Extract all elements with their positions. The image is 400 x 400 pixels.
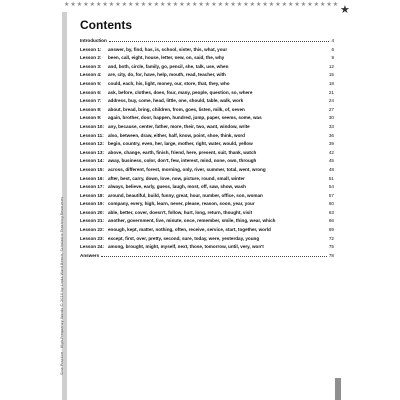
toc-label: Lesson 22: <box>80 227 104 233</box>
border-star-icon: ★ <box>160 1 166 8</box>
toc-row <box>80 210 334 215</box>
toc-words <box>108 193 334 198</box>
border-star-icon: ★ <box>268 1 275 8</box>
toc-word-list: and, both, circle, family, go, pencil, she, talk, use, when <box>108 63 229 69</box>
toc-word-list: above, change, earth, finish, friend, here, present, suit, thank, watch <box>108 149 257 155</box>
toc-word-list: again, brother, door, happen, hundred, jump, paper, seems, some, was <box>108 115 262 121</box>
toc-word-list: enough, kept, matter, nothing, often, receive, service, start, together, world <box>108 227 271 233</box>
toc-words <box>108 167 334 172</box>
toc-words <box>108 218 334 223</box>
toc-row <box>80 158 334 163</box>
border-star-icon: ★ <box>153 1 159 8</box>
toc-word-list: among, brought, might, myself, next, those, tomorrow, until, very, won't <box>108 244 264 250</box>
dot-leader <box>101 253 327 257</box>
toc-row-introduction <box>80 38 334 43</box>
toc-row <box>80 47 334 52</box>
bottom-tab <box>335 378 341 400</box>
toc-word-list: answer, by, find, has, is, school, sister, this, what, your <box>108 46 228 52</box>
border-star-icon: ★ <box>64 1 70 8</box>
border-star-icon: ★ <box>166 1 172 8</box>
toc-word-list: always, believe, early, guess, laugh, most, off, saw, show, wash <box>108 184 246 190</box>
toc-page: 12 <box>328 63 334 69</box>
toc-label: Lesson 16: <box>80 175 104 181</box>
border-star-icon: ★ <box>204 1 211 8</box>
toc-words <box>108 115 334 120</box>
toc-row <box>80 184 334 189</box>
toc-words <box>108 47 334 52</box>
toc-word-list: been, call, eight, house, letter, new, on, said, the, why <box>108 55 225 61</box>
border-star-icon: ★ <box>236 1 243 8</box>
toc-row <box>80 64 334 69</box>
toc-page: 48 <box>328 166 334 172</box>
toc-words <box>108 210 334 215</box>
border-star-icon: ★ <box>230 1 236 8</box>
toc-word-list: about, bread, bring, children, from, goes, listen, milk, of, seven <box>108 106 245 112</box>
border-star-icon: ★ <box>70 1 76 8</box>
toc-words <box>108 107 334 112</box>
border-star-icon: ★ <box>281 1 287 8</box>
toc-label: Lesson 1: <box>80 46 102 52</box>
border-star-icon: ★ <box>320 1 326 8</box>
border-star-icon: ★ <box>140 1 147 8</box>
toc-label: Lesson 20: <box>80 209 104 215</box>
border-star-icon: ★ <box>76 1 83 8</box>
star-icon: ★ <box>340 4 350 16</box>
border-star-icon: ★ <box>217 1 223 8</box>
page-title: Contents <box>80 18 132 32</box>
toc-words <box>108 72 334 77</box>
toc-page: 6 <box>331 46 334 52</box>
border-star-icon: ★ <box>102 1 108 8</box>
border-star-icon: ★ <box>224 1 230 8</box>
border-star-icon: ★ <box>115 1 121 8</box>
toc-label: Lesson 4: <box>80 72 102 78</box>
toc-word-list: away, business, color, don't, few, interest, mind, none, own, through <box>108 158 257 164</box>
toc-page: 54 <box>328 184 334 190</box>
toc-words <box>108 184 334 189</box>
toc-label: Lesson 5: <box>80 80 102 86</box>
toc-word-list: able, better, cover, doesn't, follow, hurt, long, return, thought, visit <box>108 209 253 215</box>
border-star-icon: ★ <box>249 1 255 8</box>
toc-words <box>108 227 334 232</box>
toc-label: Lesson 17: <box>80 184 104 190</box>
toc-page: 27 <box>328 106 334 112</box>
toc-page: 78 <box>328 252 334 258</box>
toc-words <box>108 98 334 103</box>
toc-label: Lesson 19: <box>80 201 104 207</box>
toc-row <box>80 236 334 241</box>
toc-words <box>108 158 334 163</box>
border-star-icon: ★ <box>275 1 281 8</box>
toc-word-list: address, buy, come, head, little, one, should, table, walk, work <box>108 98 244 104</box>
toc-label: Lesson 9: <box>80 115 102 121</box>
toc-page: 9 <box>331 55 334 61</box>
toc-row <box>80 124 334 129</box>
toc-page: 18 <box>328 80 334 86</box>
toc-page: 66 <box>328 218 334 224</box>
toc-page: 15 <box>328 72 334 78</box>
border-star-icon: ★ <box>288 1 294 8</box>
border-star-icon: ★ <box>211 1 217 8</box>
border-star-icon: ★ <box>262 1 268 8</box>
toc-label: Lesson 10: <box>80 123 104 129</box>
border-star-icon: ★ <box>313 1 319 8</box>
toc-page: 60 <box>328 201 334 207</box>
toc-row <box>80 141 334 146</box>
border-star-icon: ★ <box>332 1 339 8</box>
toc-label: Lesson 23: <box>80 235 104 241</box>
toc-label: Introduction <box>80 38 107 43</box>
toc-words <box>108 244 334 249</box>
toc-row <box>80 176 334 181</box>
border-star-icon: ★ <box>256 1 262 8</box>
toc-row <box>80 107 334 112</box>
border-star-icon: ★ <box>243 1 249 8</box>
toc-words <box>108 176 334 181</box>
border-star-icon: ★ <box>108 1 115 8</box>
border-star-icon: ★ <box>185 1 191 8</box>
border-star-icon: ★ <box>89 1 95 8</box>
toc-label: Lesson 11: <box>80 132 104 138</box>
toc-label: Answers <box>80 252 100 258</box>
border-star-icon: ★ <box>96 1 102 8</box>
toc-word-list: begin, country, even, her, large, mother, right, water, would, yellow <box>108 141 253 147</box>
border-star-icon: ★ <box>134 1 140 8</box>
toc-page: 21 <box>328 89 334 95</box>
toc-row <box>80 98 334 103</box>
border-star-icon: ★ <box>198 1 204 8</box>
toc-row-answers <box>80 253 334 258</box>
toc-row <box>80 90 334 95</box>
dot-leader <box>109 38 330 42</box>
toc-word-list: another, government, live, minute, once, remember, smile, thing, wear, which <box>108 218 276 224</box>
toc-word-list: around, beautiful, build, funny, great, hour, number, office, son, woman <box>108 192 263 198</box>
toc-row <box>80 115 334 120</box>
toc-words <box>108 55 334 60</box>
toc-words <box>108 90 334 95</box>
toc-row <box>80 133 334 138</box>
toc-word-list: after, best, carry, down, love, now, picture, round, small, winter <box>108 175 245 181</box>
toc-label: Lesson 15: <box>80 166 104 172</box>
toc-row <box>80 167 334 172</box>
border-star-icon: ★ <box>294 1 300 8</box>
toc-row <box>80 72 334 77</box>
table-of-contents <box>80 38 334 258</box>
toc-label: Lesson 13: <box>80 149 104 155</box>
toc-page: 36 <box>328 132 334 138</box>
toc-page: 69 <box>328 227 334 233</box>
toc-words <box>108 133 334 138</box>
toc-word-list: are, city, do, for, have, help, mouth, read, teacher, with <box>108 72 226 78</box>
toc-label: Lesson 12: <box>80 141 104 147</box>
border-star-icon: ★ <box>192 1 198 8</box>
toc-page: 45 <box>328 158 334 164</box>
toc-label: Lesson 14: <box>80 158 104 164</box>
toc-page: 57 <box>328 192 334 198</box>
border-star-icon: ★ <box>147 1 153 8</box>
toc-label: Lesson 21: <box>80 218 104 224</box>
toc-row <box>80 193 334 198</box>
border-star-icon: ★ <box>300 1 307 8</box>
border-star-icon: ★ <box>128 1 134 8</box>
toc-word-list: across, different, forest, morning, only, river, summer, total, went, wrong <box>108 166 266 172</box>
toc-row <box>80 55 334 60</box>
toc-words <box>108 150 334 155</box>
toc-label: Lesson 8: <box>80 106 102 112</box>
border-star-icon: ★ <box>121 1 127 8</box>
toc-word-list: ask, before, clothes, does, four, many, people, question, so, where <box>108 89 253 95</box>
toc-label: Lesson 2: <box>80 55 102 61</box>
border-star-icon: ★ <box>307 1 313 8</box>
toc-page: 39 <box>328 141 334 147</box>
toc-row <box>80 244 334 249</box>
toc-word-list: except, first, over, pretty, second, sure, today, were, yesterday, young <box>108 235 260 241</box>
toc-word-list: any, because, center, father, more, their, two, want, window, write <box>108 123 250 129</box>
toc-page: 42 <box>328 149 334 155</box>
left-margin <box>0 0 70 400</box>
border-star-icon: ★ <box>172 1 179 8</box>
toc-label: Lesson 6: <box>80 89 102 95</box>
toc-row <box>80 201 334 206</box>
border-star-icon: ★ <box>326 1 332 8</box>
toc-label: Lesson 7: <box>80 98 102 104</box>
toc-word-list: could, each, his, light, money, our, store, that, they, who <box>108 80 230 86</box>
toc-page: 63 <box>328 209 334 215</box>
toc-word-list: company, every, high, learn, never, please, reason, soon, year, your <box>108 201 255 207</box>
toc-page: 4 <box>331 38 334 43</box>
toc-label: Lesson 3: <box>80 63 102 69</box>
border-star-icon: ★ <box>83 1 89 8</box>
toc-row <box>80 81 334 86</box>
toc-label: Lesson 24: <box>80 244 104 250</box>
toc-page: 33 <box>328 123 334 129</box>
toc-words <box>108 141 334 146</box>
toc-page: 75 <box>328 244 334 250</box>
toc-words <box>108 124 334 129</box>
border-star-icon: ★ <box>179 1 185 8</box>
toc-word-list: also, between, draw, either, half, know, point, shoe, think, word <box>108 132 245 138</box>
toc-row <box>80 227 334 232</box>
side-credit: Sine Practice · High-Frequency Words © 2010 by Linda Ward Beech, Scholastic Teaching Resources <box>60 196 64 375</box>
toc-page: 51 <box>328 175 334 181</box>
toc-page: 72 <box>328 235 334 241</box>
toc-words <box>108 236 334 241</box>
toc-words <box>108 201 334 206</box>
toc-label: Lesson 18: <box>80 192 104 198</box>
toc-page: 30 <box>328 115 334 121</box>
toc-words <box>108 64 334 69</box>
toc-row <box>80 150 334 155</box>
toc-page: 24 <box>328 98 334 104</box>
toc-row <box>80 218 334 223</box>
toc-words <box>108 81 334 86</box>
